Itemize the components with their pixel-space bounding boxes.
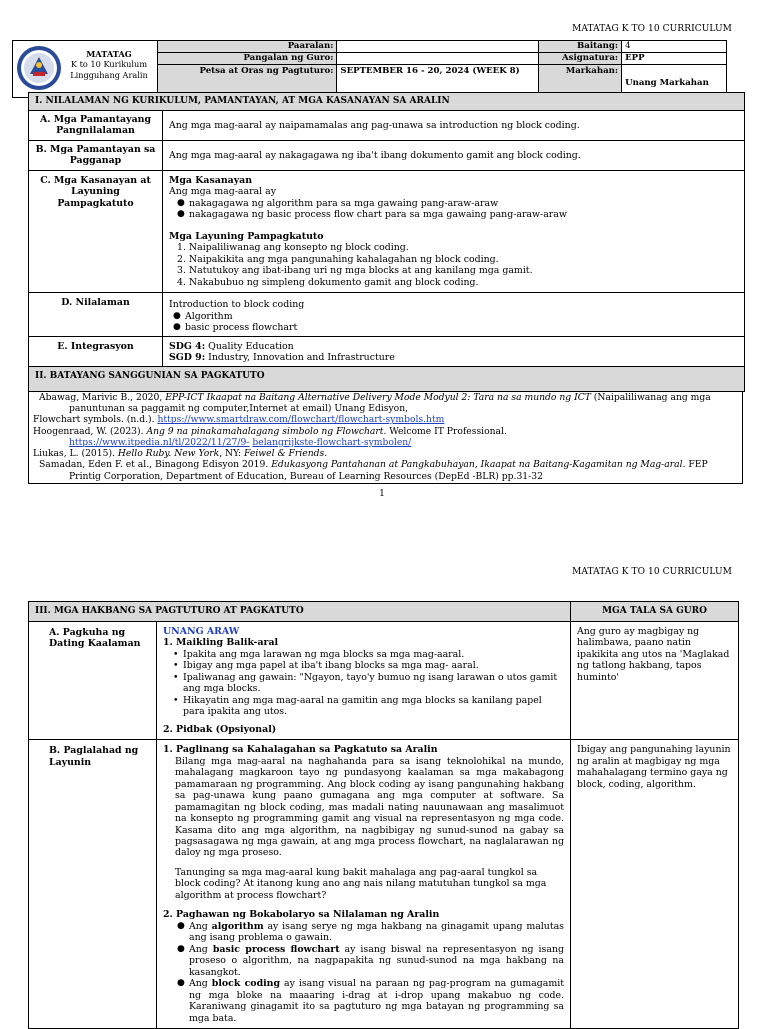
list-item: ● Algorithm bbox=[173, 311, 738, 322]
balik-aral-list bbox=[171, 649, 564, 718]
e-label: E. Integrasyon bbox=[29, 336, 163, 368]
sgd9-text: Industry, Innovation and Infrastructure bbox=[205, 352, 395, 364]
kasanayan-title: Mga Kasanayan bbox=[169, 174, 253, 186]
asignatura-value[interactable]: EPP bbox=[622, 53, 727, 65]
d-list bbox=[173, 311, 738, 334]
section1-title: I. NILALAMAN NG KURIKULUM, PAMANTAYAN, AT MGA KASANAYAN SA ARALIN bbox=[29, 93, 745, 111]
petsa-label: Petsa at Oras ng Pagtuturo: bbox=[157, 65, 337, 98]
section2-title: II. BATAYANG SANGGUNIAN SA PAGKATUTO bbox=[29, 367, 745, 392]
header-table bbox=[12, 40, 727, 98]
references bbox=[28, 392, 743, 484]
kasanayan-list bbox=[177, 198, 738, 221]
baitang-value[interactable]: 4 bbox=[622, 41, 727, 53]
b-label: B. Mga Pamantayan sa Pagganap bbox=[29, 140, 163, 170]
vocab-item: ● Ang algorithm ay isang serye ng mga hakbang na ginagamit upang malutas ang isang problema o gawain. bbox=[177, 921, 564, 944]
c-content bbox=[163, 170, 745, 292]
deped-seal-icon bbox=[16, 45, 62, 91]
d-content bbox=[163, 293, 745, 336]
list-item: 1. Naipaliliwanag ang konsepto ng block coding. bbox=[177, 242, 409, 254]
paaralan-value[interactable] bbox=[337, 41, 539, 53]
a-text: Ang mga mag-aaral ay naipamamalas ang pag-unawa sa introduction ng block coding. bbox=[163, 110, 745, 140]
markahan-label: Markahan: bbox=[539, 65, 622, 98]
asignatura-label: Asignatura: bbox=[539, 53, 622, 65]
paglalahad-label: B. Paglalahad ng Layunin bbox=[29, 740, 157, 1029]
section3-title: III. MGA HAKBANG SA PAGTUTURO AT PAGKATUTO bbox=[29, 602, 571, 622]
reference-3: Hoogenraad, W. (2023). Ang 9 na pinakamahalagang simbolo ng Flowchart. Welcome IT Professional. bbox=[33, 425, 507, 437]
list-item: 3. Natutukoy ang ibat-ibang uri ng mga blocks at ang kanilang mga gamit. bbox=[177, 265, 533, 277]
a-label: A. Mga Pamantayang Pangnilalaman bbox=[29, 110, 163, 140]
guro-label: Pangalan ng Guro: bbox=[157, 53, 337, 65]
baitang-label: Baitang: bbox=[539, 41, 622, 53]
curriculum-label-page2: MATATAG K TO 10 CURRICULUM bbox=[572, 567, 732, 577]
list-item: 2. Naipakikita ang mga pangunahing kahalagahan ng block coding. bbox=[177, 253, 499, 265]
bokabolaryo-title: 2. Paghawan ng Bokabolaryo sa Nilalaman ng Aralin bbox=[163, 909, 440, 921]
markahan-value[interactable]: Unang Markahan bbox=[622, 65, 727, 98]
reference-1: Abawag, Marivic B., 2020, EPP-ICT Ikaapat na Baitang Alternative Delivery Mode Modyul 2: Tara na sa mundo ng ICT (Naipaliliwanag ang mga panuntunan sa paggamit ng computer,Internet at email) Unang Edisyon, bbox=[39, 392, 711, 415]
section3-table bbox=[28, 601, 739, 1029]
paglinang-title: 1. Paglinang sa Kahalagahan sa Pagkatuto sa Aralin bbox=[163, 744, 438, 756]
petsa-value[interactable]: SEPTEMBER 16 - 20, 2024 (WEEK 8) bbox=[337, 65, 539, 98]
guro-value[interactable] bbox=[337, 53, 539, 65]
vocab-item: ● Ang basic process flowchart ay isang biswal na representasyon ng isang proseso o algorithm, na nagpapakita ng sunud-sunod na mga hakbang na kasangkot. bbox=[177, 944, 564, 978]
tala-title: MGA TALA SA GURO bbox=[571, 602, 739, 622]
pagkuha-note: Ang guro ay magbigay ng halimbawa, paano natin ipakikita ang utos na 'Maglakad ng tatlong hakbang, tapos huminto' bbox=[571, 622, 739, 740]
e-content bbox=[163, 336, 745, 368]
list-item: • Ipakita ang mga larawan ng mga blocks sa mga mag-aaral. bbox=[171, 649, 564, 660]
reference-3-link bbox=[33, 437, 738, 448]
page-number: 1 bbox=[379, 489, 385, 499]
pagkuha-content bbox=[157, 622, 571, 740]
layunin-title: Mga Layuning Pampagkatuto bbox=[169, 230, 324, 242]
d-label: D. Nilalaman bbox=[29, 293, 163, 336]
curriculum-label: MATATAG K TO 10 CURRICULUM bbox=[572, 24, 732, 34]
paglalahad-note: Ibigay ang pangunahing layunin ng aralin at magbigay ng mga mahahalagang termino gaya ng block, coding, algorithm. bbox=[571, 740, 739, 1029]
list-item: ● basic process flowchart bbox=[173, 322, 738, 333]
layunin-list bbox=[177, 242, 738, 288]
sdg4-text: Quality Education bbox=[205, 340, 294, 352]
logo-doc: Lingguhang Aralin bbox=[70, 69, 148, 80]
balik-aral-title: 1. Maikling Balik-aral bbox=[163, 637, 279, 649]
flowchart-symbols-link[interactable]: https://www.smartdraw.com/flowchart/flowchart-symbols.htm bbox=[157, 414, 445, 426]
list-item: ● nakagagawa ng algorithm para sa mga gawaing pang-araw-araw bbox=[177, 198, 738, 209]
paaralan-label: Paaralan: bbox=[157, 41, 337, 53]
reference-2: Flowchart symbols. (n.d.). https://www.smartdraw.com/flowchart/flowchart-symbols.htm bbox=[33, 414, 445, 426]
reference-4: Liukas, L. (2015). Hello Ruby. New York, NY: Feiwel & Friends. bbox=[33, 448, 328, 460]
paglinang-paragraph: Bilang mga mag-aaral na naghahanda para sa isang teknolohikal na mundo, mahalagang magkaroon tayo ng pundasyong kaalaman sa mga makabagong pamamaraan ng programming. Ang block coding ay isang pangunahing hakbang sa pag-unawa kung paano gumagana ang mga computer at software. Sa pamamagitan ng block coding, mas madali nating nauunawaan ang masalimuot na konsepto ng programming gamit ang visual na representasyon ng mga code. Kasama dito ang mga algorithm, na nagbibigay ng sunud-sunod na gabay sa pagsasagawa ng mga gawain, at ang mga process flowchart, na naglalarawan ng daloy ng mga proseso. bbox=[175, 755, 564, 859]
logo-title: MATATAG bbox=[86, 49, 132, 59]
list-item: • Ibigay ang mga papel at iba't ibang blocks sa mga mag- aaral. bbox=[171, 660, 564, 671]
list-item: • Ipaliwanag ang gawain: "Ngayon, tayo'y bumuo ng isang larawan o utos gamit ang mga blocks. bbox=[171, 672, 564, 695]
kasanayan-intro: Ang mga mag-aaral ay bbox=[169, 186, 277, 198]
c-label: C. Mga Kasanayan at Layuning Pampagkatuto bbox=[29, 170, 163, 292]
section2-table bbox=[28, 366, 745, 392]
paglinang-question: Tanunging sa mga mag-aaral kung bakit mahalaga ang pag-aaral tungkol sa block coding? At itanong kung ano ang nais nilang matutuhan tungkol sa mga algorithm at process flowchart? bbox=[175, 866, 547, 901]
list-item: • Hikayatin ang mga mag-aaral na gamitin ang mga blocks sa kanilang papel para ipakita ang utos. bbox=[171, 695, 564, 718]
list-item: ● nakagagawa ng basic process flow chart para sa mga gawaing pang-araw-araw bbox=[177, 209, 738, 220]
d-intro: Introduction to block coding bbox=[169, 299, 305, 311]
logo-cell bbox=[13, 41, 158, 98]
sdg4-label: SDG 4: bbox=[169, 340, 206, 352]
reference-5: Samadan, Eden F. et al., Binagong Edisyon 2019. Edukasyong Pantahanan at Pangkabuhayan, Ikaapat na Baitang-Kagamitan ng Mag-aral. FEP Printig Corporation, Department of Education, Bureau of Learning Resources (DepEd -BLR) pp.31-32 bbox=[39, 459, 708, 482]
itpedia-link[interactable]: https://www.itpedia.nl/tl/2022/11/27/9- bbox=[69, 436, 250, 448]
pagkuha-label: A. Pagkuha ng Dating Kaalaman bbox=[29, 622, 157, 740]
vocab-item: ● Ang block coding ay isang visual na paraan ng pag-program na gumagamit ng mga bloke na maaaring i-drag at i-drop upang makabuo ng code. Karaniwang ginagamit ito sa pagtuturo ng mga batayan ng programming sa mga bata. bbox=[177, 978, 564, 1024]
logo-subtitle: K to 10 Kurikulum bbox=[70, 59, 148, 70]
paglalahad-content bbox=[157, 740, 571, 1029]
section1-table bbox=[28, 92, 745, 369]
pidbak-title: 2. Pidbak (Opsiyonal) bbox=[163, 723, 277, 735]
itpedia-link-cont[interactable]: belangrijkste-flowchart-symbolen/ bbox=[252, 436, 412, 448]
vocab-list bbox=[177, 921, 564, 1024]
b-text: Ang mga mag-aaral ay nakagagawa ng iba't ibang dokumento gamit ang block coding. bbox=[163, 140, 745, 170]
list-item: 4. Nakabubuo ng simpleng dokumento gamit ang block coding. bbox=[177, 276, 479, 288]
day-label: UNANG ARAW bbox=[163, 626, 240, 637]
sgd9-label: SGD 9: bbox=[169, 352, 206, 364]
